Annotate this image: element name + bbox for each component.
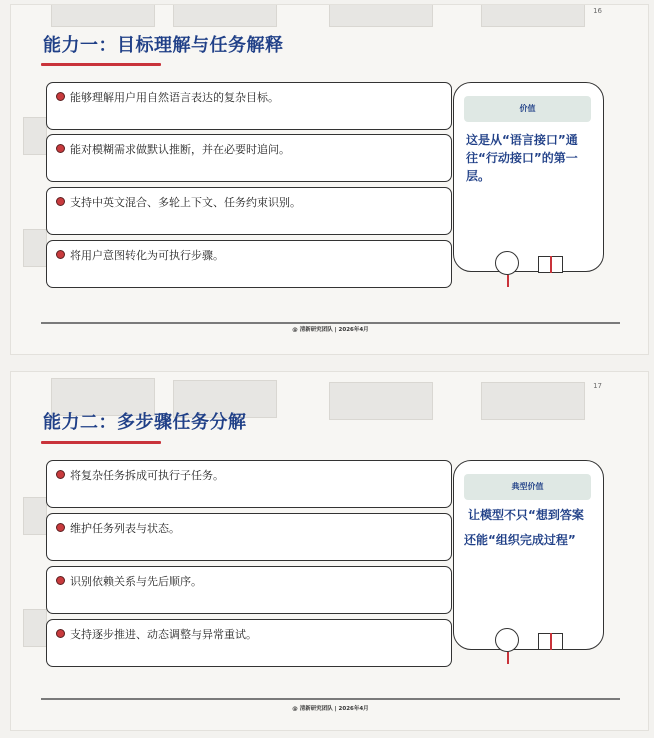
panel-text-line: 层。 <box>466 169 491 183</box>
slide-footer: @ 清新研究团队 | 2026年4月 <box>292 706 369 712</box>
list-item <box>46 187 452 235</box>
bullet-icon <box>56 629 65 638</box>
panel-tag: 典型价值 <box>464 474 591 500</box>
slide-16 <box>10 4 649 355</box>
bullet-icon <box>56 576 65 585</box>
slide-title: 能力一：目标理解与任务解释 <box>43 35 284 56</box>
slide-17 <box>10 371 649 731</box>
list-item-text: 识别依赖关系与先后顺序。 <box>70 575 202 588</box>
list-item <box>46 134 452 182</box>
red-marker <box>550 633 552 650</box>
decor-block <box>23 609 47 647</box>
title-underline <box>41 63 161 66</box>
footer-divider <box>41 322 620 324</box>
circle-shape <box>495 628 519 652</box>
list-item-text: 支持逐步推进、动态调整与异常重试。 <box>70 628 257 641</box>
bullet-icon <box>56 250 65 259</box>
title-underline <box>41 441 161 444</box>
list-item <box>46 460 452 508</box>
list-item <box>46 619 452 667</box>
panel-text-line: 这是从“语言接口”通 <box>466 133 578 147</box>
list-item-text: 维护任务列表与状态。 <box>70 522 180 535</box>
bullet-icon <box>56 470 65 479</box>
decor-block <box>23 117 47 155</box>
red-marker <box>507 275 509 287</box>
footer-divider <box>41 698 620 700</box>
decor-block <box>23 497 47 535</box>
bullet-icon <box>56 144 65 153</box>
panel-text-line: 往“行动接口”的第一 <box>466 151 578 165</box>
decor-block <box>481 382 585 420</box>
slide-title: 能力二：多步骤任务分解 <box>43 412 247 433</box>
list-item-text: 能够理解用户用自然语言表达的复杂目标。 <box>70 91 279 104</box>
list-item-text: 能对模糊需求做默认推断，并在必要时追问。 <box>70 143 290 156</box>
page-number: 17 <box>593 382 602 390</box>
list-item <box>46 566 452 614</box>
list-item <box>46 82 452 130</box>
value-panel <box>453 460 604 650</box>
slide-footer: @ 清新研究团队 | 2026年4月 <box>292 327 369 333</box>
decor-block <box>329 382 433 420</box>
decor-block <box>481 4 585 27</box>
page-number: 16 <box>593 7 602 15</box>
list-item-text: 将复杂任务拆成可执行子任务。 <box>70 469 224 482</box>
bullet-icon <box>56 523 65 532</box>
bullet-icon <box>56 197 65 206</box>
decor-block <box>51 4 155 27</box>
value-panel <box>453 82 604 272</box>
decor-block <box>173 4 277 27</box>
bullet-icon <box>56 92 65 101</box>
list-item-text: 支持中英文混合、多轮上下文、任务约束识别。 <box>70 196 301 209</box>
red-marker <box>550 256 552 273</box>
list-item <box>46 240 452 288</box>
panel-text-line: 还能“组织完成过程” <box>464 533 576 547</box>
list-item-text: 将用户意图转化为可执行步骤。 <box>70 249 224 262</box>
decor-block <box>23 229 47 267</box>
list-item <box>46 513 452 561</box>
red-marker <box>507 652 509 664</box>
panel-tag: 价值 <box>464 96 591 122</box>
decor-block <box>329 4 433 27</box>
panel-text-line: 让模型不只“想到答案 <box>468 508 584 522</box>
circle-shape <box>495 251 519 275</box>
